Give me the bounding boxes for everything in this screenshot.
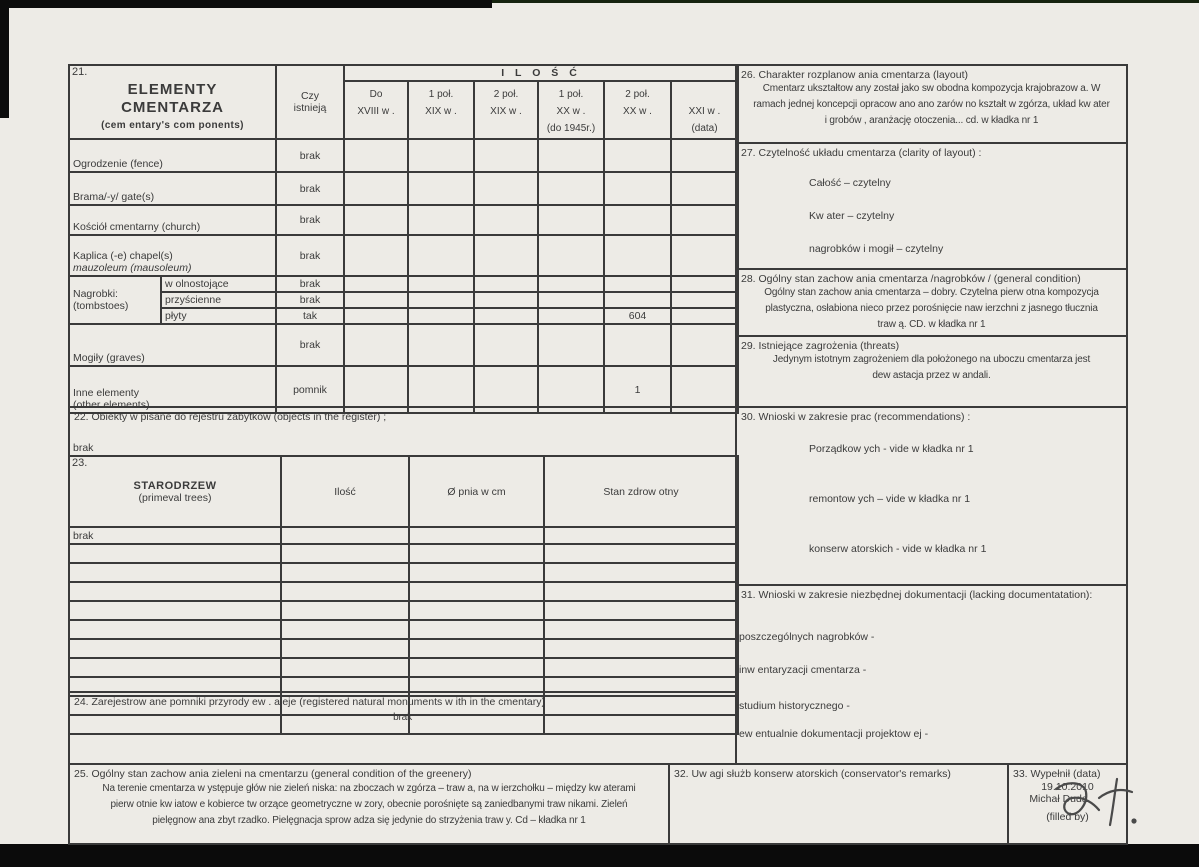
section31-item-inventory: inw entaryzacji cmentarza - xyxy=(739,664,867,676)
right-column xyxy=(735,64,1128,765)
empty-cell xyxy=(281,563,409,582)
row-other-elements-exists: pomnik xyxy=(276,366,344,413)
trees-column-diameter: Ø pnia w cm xyxy=(409,456,544,527)
table-row xyxy=(69,563,738,582)
empty-cell xyxy=(344,292,408,308)
empty-cell xyxy=(671,324,738,366)
empty-cell xyxy=(344,235,408,276)
column-header-1h-19c: 1 poł. XIX w . xyxy=(408,81,474,139)
section26-layout-character: 26. Charakter rozplanow ania cmentarza (layout) Cmentarz ukształtow any został jako sw obodna kompozycja krajobrazow a. W ramach jednej koncepcji opracow ano ano zarów no kształt w zgórza, układ kw ater i grobów , aranżację otoczenia... cd. w kładka nr 1 xyxy=(737,66,1126,142)
empty-cell xyxy=(69,620,281,639)
table-row xyxy=(69,235,738,276)
empty-cell xyxy=(409,582,544,601)
empty-cell xyxy=(474,172,538,205)
section32-conservator-remarks xyxy=(668,763,1009,845)
empty-cell xyxy=(408,205,474,235)
empty-cell xyxy=(408,172,474,205)
section31-item-historical-study: studium historycznego - xyxy=(739,700,850,712)
empty-cell xyxy=(604,235,671,276)
empty-cell xyxy=(538,292,604,308)
section22-value: brak xyxy=(73,442,94,454)
form-title-en: (cem entary's com ponents) xyxy=(101,120,244,131)
column-header-to-18c: Do XVIII w . xyxy=(344,81,408,139)
trees-title-en: (primeval trees) xyxy=(138,491,212,504)
section27-title: 27. Czytelność układu cmentarza (clarity of layout) : xyxy=(741,147,982,159)
empty-cell xyxy=(281,658,409,677)
handwritten-signature-icon xyxy=(1054,777,1142,831)
empty-cell xyxy=(604,324,671,366)
section24-natural-monuments xyxy=(68,691,737,765)
scan-edge-top-left xyxy=(0,0,492,8)
section22-register-objects xyxy=(68,406,737,457)
empty-cell xyxy=(69,658,281,677)
empty-cell xyxy=(344,324,408,366)
empty-cell xyxy=(474,308,538,324)
empty-cell xyxy=(408,324,474,366)
empty-cell xyxy=(538,276,604,292)
empty-cell xyxy=(671,292,738,308)
table-row xyxy=(69,324,738,366)
section31-lacking-documentation xyxy=(737,584,1126,763)
row-gate-exists: brak xyxy=(276,172,344,205)
empty-cell xyxy=(474,292,538,308)
filled-date: 19.10.2010 xyxy=(1041,781,1094,793)
empty-cell xyxy=(538,235,604,276)
section22-title: 22. Obiekty w pisane do rejestru zabytków (objects in the register) ; xyxy=(74,411,387,423)
empty-cell xyxy=(474,276,538,292)
row-tombstones-group-label: Nagrobki: (tombstoes) xyxy=(69,276,161,324)
section30-title: 30. Wnioski w zakresie prac (recommendations) : xyxy=(741,411,971,423)
row-fence-exists: brak xyxy=(276,139,344,172)
table-row xyxy=(69,601,738,620)
column-header-1h-20c: 1 poł. XX w . (do 1945r.) xyxy=(538,81,604,139)
section29-threats: 29. Istniejące zagrożenia (threats) Jedynym istotnym zagrożeniem dla położonego na uboczu cmentarza jest dew astacja przez w andali. xyxy=(737,335,1126,406)
table-row xyxy=(69,139,738,172)
empty-cell xyxy=(671,139,738,172)
row-tombstones-freestanding-label: w olnostojące xyxy=(161,276,276,292)
empty-cell xyxy=(474,205,538,235)
section32-title: 32. Uw agi służb konserw atorskich (conservator's remarks) xyxy=(674,768,951,780)
empty-cell xyxy=(281,601,409,620)
section30-item-conservation: konserw atorskich - vide w kładka nr 1 xyxy=(809,543,987,555)
empty-cell xyxy=(544,563,738,582)
empty-cell xyxy=(409,563,544,582)
table-row xyxy=(69,544,738,563)
section29-title: 29. Istniejące zagrożenia (threats) xyxy=(741,340,900,352)
empty-cell xyxy=(474,235,538,276)
section31-item-tombstones: poszczególnych nagrobków - xyxy=(739,631,875,643)
section21-header-cell xyxy=(69,65,276,139)
row-tombstones-slabs-exists: tak xyxy=(276,308,344,324)
row-chapel-exists: brak xyxy=(276,235,344,276)
empty-cell xyxy=(408,276,474,292)
empty-cell xyxy=(344,139,408,172)
empty-cell xyxy=(344,172,408,205)
row-church-exists: brak xyxy=(276,205,344,235)
empty-cell xyxy=(538,205,604,235)
empty-cell xyxy=(538,139,604,172)
row-tombstones-wall-label: przyścienne xyxy=(161,292,276,308)
section26-title: 26. Charakter rozplanow ania cmentarza (layout) xyxy=(741,69,969,81)
empty-cell xyxy=(69,601,281,620)
empty-cell xyxy=(69,582,281,601)
empty-cell xyxy=(281,620,409,639)
table-row xyxy=(69,639,738,658)
empty-cell xyxy=(604,172,671,205)
empty-cell xyxy=(409,658,544,677)
row-tombstones-freestanding-exists: brak xyxy=(276,276,344,292)
row-tombstones-slabs-count-2h20c: 604 xyxy=(604,308,671,324)
table-row xyxy=(69,205,738,235)
empty-cell xyxy=(344,276,408,292)
section27-item-whole: Całość – czytelny xyxy=(809,177,891,189)
row-graves-label: Mogiły (graves) xyxy=(69,324,276,366)
empty-cell xyxy=(408,139,474,172)
row-tombstones-slabs-label: płyty xyxy=(161,308,276,324)
section31-title: 31. Wnioski w zakresie niezbędnej dokumentacji (lacking documentatation): xyxy=(741,589,1093,601)
row-church-label: Kościół cmentarny (church) xyxy=(69,205,276,235)
empty-cell xyxy=(544,658,738,677)
empty-cell xyxy=(409,527,544,544)
empty-cell xyxy=(69,563,281,582)
empty-cell xyxy=(281,582,409,601)
empty-cell xyxy=(408,292,474,308)
section30-recommendations xyxy=(737,406,1126,584)
empty-cell xyxy=(544,527,738,544)
empty-cell xyxy=(409,639,544,658)
empty-cell xyxy=(604,292,671,308)
table-row xyxy=(69,658,738,677)
column-header-21c: XXI w . (data) xyxy=(671,81,738,139)
empty-cell xyxy=(69,639,281,658)
table-row xyxy=(69,620,738,639)
scan-edge-bottom xyxy=(0,844,1199,867)
empty-cell xyxy=(671,172,738,205)
empty-cell xyxy=(538,308,604,324)
empty-cell xyxy=(281,527,409,544)
row-fence-label: Ogrodzenie (fence) xyxy=(69,139,276,172)
empty-cell xyxy=(344,205,408,235)
form-title-line1: ELEMENTY xyxy=(127,81,218,98)
empty-cell xyxy=(474,139,538,172)
trees-column-health: Stan zdrow otny xyxy=(544,456,738,527)
row-chapel-label: Kaplica (-e) chapel(s) mauzoleum (mausoleum) xyxy=(69,235,276,276)
form-title-line2: CMENTARZA xyxy=(121,99,224,116)
section24-title: 24. Zarejestrow ane pomniki przyrody ew . aleje (registered natural monuments w ith in the cmentary) xyxy=(74,696,545,708)
empty-cell xyxy=(604,276,671,292)
table-row xyxy=(69,292,738,308)
section27-item-quarters: Kw ater – czytelny xyxy=(809,210,895,222)
section28-title: 28. Ogólny stan zachow ania cmentarza /nagrobków / (general condition) xyxy=(741,273,1081,285)
trees-value: brak xyxy=(69,527,281,544)
column-header-exists: Czy istnieją xyxy=(276,65,344,139)
row-other-elements-count-2h20c: 1 xyxy=(604,366,671,413)
empty-cell xyxy=(69,544,281,563)
column-header-2h-19c: 2 poł. XIX w . xyxy=(474,81,538,139)
section28-general-condition: 28. Ogólny stan zachow ania cmentarza /nagrobków / (general condition) Ogólny stan zachow ania cmentarza – dobry. Czytelna pierw otna kompozycja plastyczna, osłabiona nieco przez porośnięcie naw ierzchni z jasnego tłucznia traw ą. CD. w kładka nr 1 xyxy=(737,268,1126,335)
trees-column-count: Ilość xyxy=(281,456,409,527)
empty-cell xyxy=(538,324,604,366)
section27-item-tombstones: nagrobków i mogił – czytelny xyxy=(809,243,944,255)
empty-cell xyxy=(409,544,544,563)
empty-cell xyxy=(344,308,408,324)
empty-cell xyxy=(538,172,604,205)
scan-edge-left xyxy=(0,0,9,118)
table-row xyxy=(69,308,738,324)
table-row xyxy=(69,276,738,292)
empty-cell xyxy=(604,139,671,172)
row-other-elements-label: Inne elementy (other elements) xyxy=(69,366,276,413)
empty-cell xyxy=(281,544,409,563)
empty-cell xyxy=(408,308,474,324)
column-group-quantity: I L O Ś Ć xyxy=(344,65,738,81)
empty-cell xyxy=(671,308,738,324)
section33-title: 33. Wypełnił (data) xyxy=(1013,768,1101,780)
section33-filled-by xyxy=(1007,763,1128,845)
table-row xyxy=(69,527,738,544)
empty-cell xyxy=(671,235,738,276)
section24-value: brak xyxy=(393,712,412,723)
empty-cell xyxy=(544,582,738,601)
section30-item-tidying: Porządkow ych - vide w kładka nr 1 xyxy=(809,443,974,455)
trees-title: STARODRZEW xyxy=(133,479,217,492)
empty-cell xyxy=(409,601,544,620)
empty-cell xyxy=(544,601,738,620)
section27-layout-clarity xyxy=(737,142,1126,268)
empty-cell xyxy=(671,276,738,292)
section23-number: 23. xyxy=(72,457,88,469)
section21-number: 21. xyxy=(72,66,88,78)
empty-cell xyxy=(408,235,474,276)
empty-cell xyxy=(604,205,671,235)
filled-name: Michał Duda xyxy=(1029,793,1088,805)
section23-header-cell xyxy=(69,456,281,527)
empty-cell xyxy=(544,544,738,563)
cemetery-components-table xyxy=(68,64,739,414)
table-row xyxy=(69,172,738,205)
empty-cell xyxy=(474,324,538,366)
section31-item-project-docs: ew entualnie dokumentacji projektow ej - xyxy=(739,728,929,740)
column-header-2h-20c: 2 poł. XX w . xyxy=(604,81,671,139)
section30-item-repair: remontow ych – vide w kładka nr 1 xyxy=(809,493,971,505)
section25-title: 25. Ogólny stan zachow ania zieleni na cmentarzu (general condition of the greenery) xyxy=(74,768,472,780)
row-graves-exists: brak xyxy=(276,324,344,366)
empty-cell xyxy=(544,620,738,639)
section25-greenery-condition: 25. Ogólny stan zachow ania zieleni na cmentarzu (general condition of the greenery) Na terenie cmentarza w ystępuje głów nie zieleń niska: na zboczach w zgórza – traw a, na w ierzchołku – między kw aterami pierw otnie kw iatow e kobierce tw orzące geometryczne w zory, obecnie porośnięte są zaniedbanymi traw nikami. Zieleń pielęgnow ana zbyt rzadko. Pielęgnacja sprow adza się jedynie do strzyżenia traw y. Cd – kładka nr 1 xyxy=(68,763,670,845)
filled-by-label: (filled by) xyxy=(1046,811,1089,823)
empty-cell xyxy=(671,205,738,235)
empty-cell xyxy=(409,620,544,639)
empty-cell xyxy=(544,639,738,658)
row-gate-label: Brama/-y/ gate(s) xyxy=(69,172,276,205)
empty-cell xyxy=(281,639,409,658)
table-row xyxy=(69,582,738,601)
row-tombstones-wall-exists: brak xyxy=(276,292,344,308)
